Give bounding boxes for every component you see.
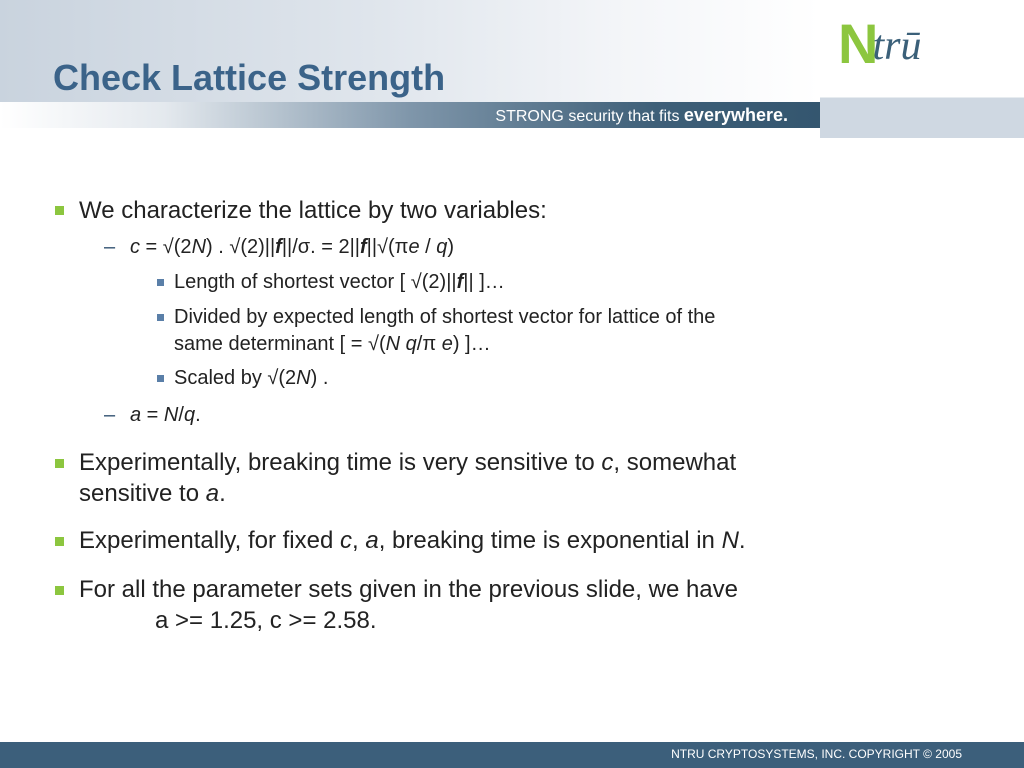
bullet-parameter-sets: For all the parameter sets given in the previous slide, we have <box>79 576 739 603</box>
sub-bullet-a-formula: a = N/q. <box>130 404 201 426</box>
logo-strip <box>820 86 1024 138</box>
bullet-sensitive: Experimentally, breaking time is very sensitive to c, somewhat sensitive to a. <box>79 449 737 507</box>
copyright-text: NTRU CRYPTOSYSTEMS, INC. COPYRIGHT © 2005 <box>671 747 962 761</box>
tagline-regular: STRONG security that fits <box>495 108 680 125</box>
slide-title: Check Lattice Strength <box>53 57 446 98</box>
bullet-square-icon <box>157 375 164 382</box>
dash-icon: – <box>104 236 116 258</box>
footer-bar <box>0 742 1024 768</box>
tagline-bar <box>0 102 820 128</box>
bullet-square-icon <box>55 206 64 215</box>
sub-sub-bullet-scaled: Scaled by √(2N) . <box>174 367 329 389</box>
logo-wordmark: trū <box>872 23 922 69</box>
bullet-square-icon <box>55 459 64 468</box>
dash-icon: – <box>104 404 116 426</box>
bullet-square-icon <box>55 586 64 595</box>
ntru-logo <box>838 14 925 74</box>
parameter-bounds: a >= 1.25, c >= 2.58. <box>155 607 377 634</box>
bullet-square-icon <box>157 279 164 286</box>
tagline-bold: everywhere. <box>683 105 788 125</box>
tagline <box>495 105 788 126</box>
sub-sub-bullet-shortest: Length of shortest vector [ √(2)||f|| ]… <box>174 271 505 293</box>
bullet-square-icon <box>55 537 64 546</box>
logo-initial: N <box>838 12 877 75</box>
bullet-square-icon <box>157 314 164 321</box>
sub-bullet-c-formula: c = √(2N) . √(2)||f||/σ. = 2||f||√(πe / q) <box>130 236 455 258</box>
sub-sub-bullet-divided: Divided by expected length of shortest vector for lattice of the same determinant [ = √(N q/π e) ]… <box>174 306 716 355</box>
bullet-characterize: We characterize the lattice by two variables: <box>79 197 547 224</box>
bullet-exponential: Experimentally, for fixed c, a, breaking time is exponential in N. <box>79 527 746 554</box>
